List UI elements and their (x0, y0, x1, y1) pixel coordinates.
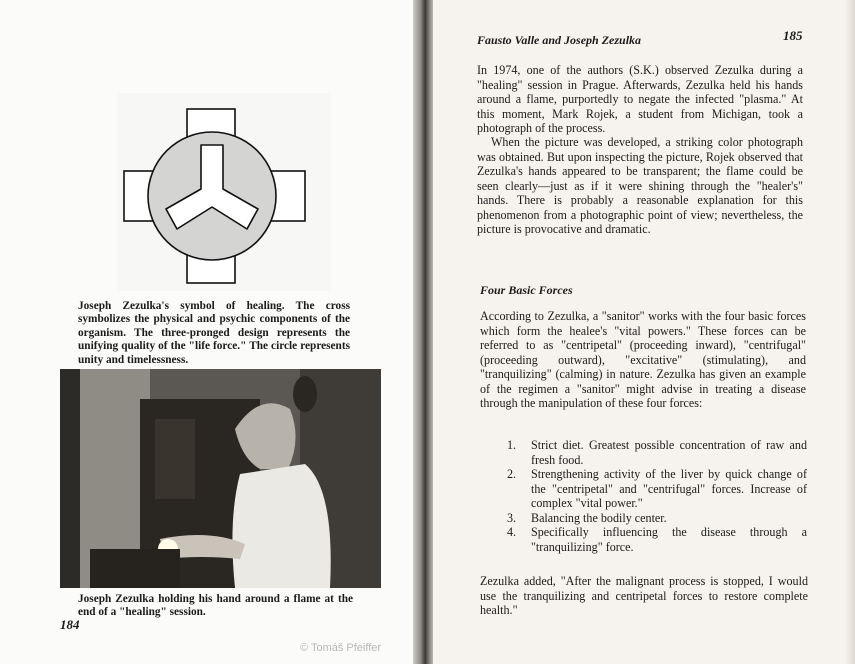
list-item-text: Specifically influencing the disease through a "tranquilizing" force. (531, 525, 807, 554)
healing-symbol-illustration (117, 93, 331, 291)
page-number-right: 185 (783, 28, 803, 43)
paragraph-observation: In 1974, one of the authors (S.K.) observed Zezulka during a "healing" session in Prague. Afterwards, Zezulka held his hands around a flame, purportedly to negate the infected "plasma." At this moment, Mark Rojek, a student from Michigan, took a photograph of the process. (477, 63, 803, 135)
healing-session-photo (60, 369, 381, 588)
photo-caption: Joseph Zezulka holding his hand around a flame at the end of a "healing" session. (78, 593, 353, 619)
list-item-number: 1. (507, 438, 517, 452)
forces-regimen-list (507, 438, 807, 554)
running-header: Fausto Valle and Joseph Zezulka (477, 33, 642, 47)
left-page (0, 0, 415, 664)
symbol-caption: Joseph Zezulka's symbol of healing. The cross symbolizes the physical and psychic components of the organism. The three-pronged design represents the unifying quality of the "life force." The circle represents unity and timelessness. (78, 300, 350, 366)
list-item-text: Balancing the bodily center. (531, 510, 667, 525)
watermark: © Tomáš Pfeiffer (300, 642, 382, 654)
page-number-left: 184 (60, 617, 80, 632)
list-item-text: Strict diet. Greatest possible concentration of raw and fresh food. (531, 438, 807, 467)
list-item (507, 438, 807, 467)
section-heading: Four Basic Forces (480, 283, 573, 297)
paragraph-conclusion: Zezulka added, "After the malignant process is stopped, I would use the tranquilizing and centripetal forces to restore complete health." (480, 574, 808, 617)
paragraph-photograph: When the picture was developed, a striking color photograph was obtained. But upon inspecting the picture, Rojek observed that Zezulka's hands appeared to be transparent; the flame could be seen clearly—just as if it were shining through the "healer's" hands. There is probably a reasonable explanation for this phenomenon from a photographic point of view; nevertheless, the picture is provocative and dramatic. (477, 135, 803, 236)
list-item (507, 511, 807, 526)
book-gutter (413, 0, 435, 664)
page-edge-shadow (845, 0, 855, 664)
list-item-number: 2. (507, 467, 517, 481)
paragraph-four-forces: According to Zezulka, a "sanitor" works with the four basic forces which form the healee's "vital powers." These forces can be referred to as "centripetal" (proceeding inward), "centrifugal" (proceeding outward), "excitative" (stimulating), and "tranquilizing" (calming) in nature. Zezulka has given an example of the regimen a "sanitor" might advise in treating a disease through the manipulation of these four forces: (480, 309, 806, 410)
list-item-number: 4. (507, 525, 517, 539)
list-item (507, 467, 807, 511)
list-item-number: 3. (507, 510, 517, 525)
list-item-text: Strengthening activity of the liver by quick change of the "centripetal" and "centrifugal" forces. Increase of complex "vital power." (531, 467, 807, 510)
list-item (507, 525, 807, 554)
